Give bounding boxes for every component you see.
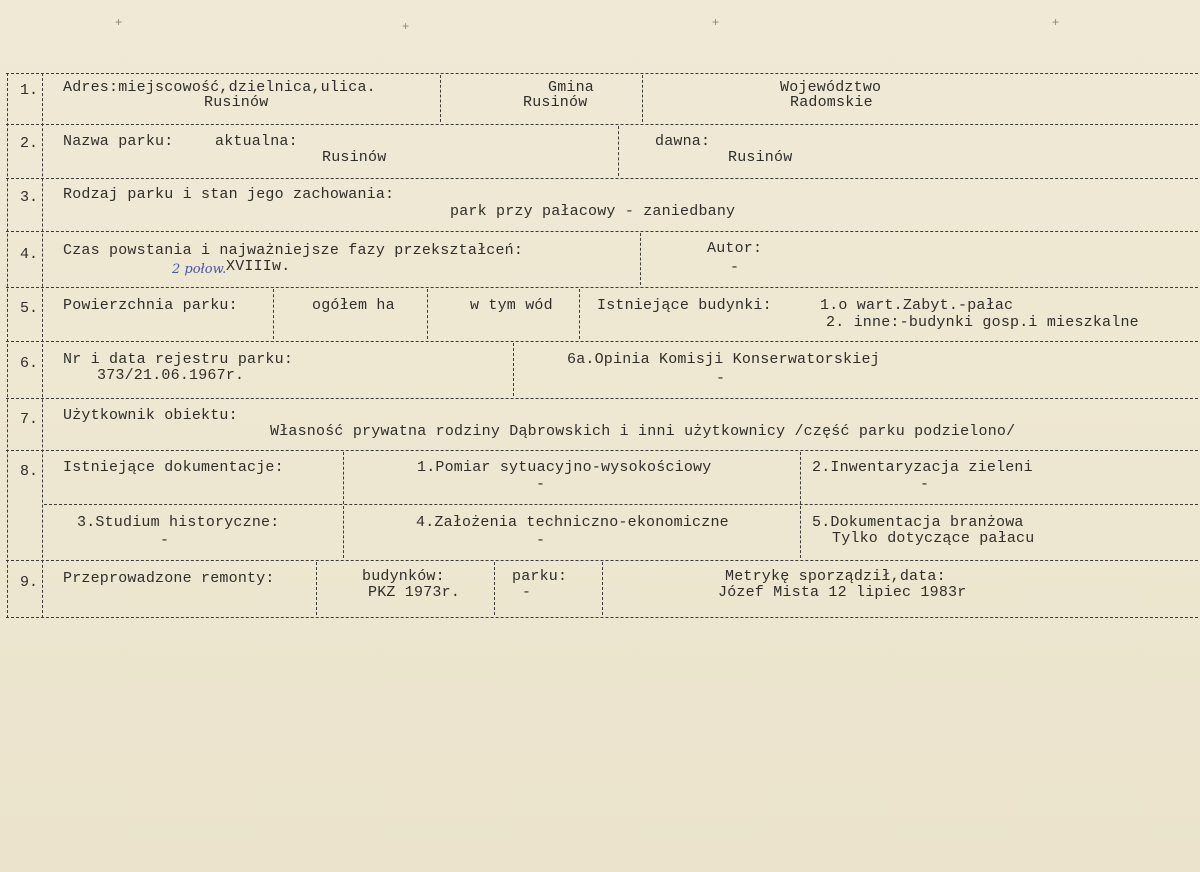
table-line: [6, 231, 1198, 232]
repairs-buildings-value: PKZ 1973r.: [368, 584, 461, 601]
origin-time-value: XVIIIw.: [226, 258, 291, 275]
table-line: [6, 450, 1198, 451]
doc-historical: 3.Studium historyczne:: [77, 514, 280, 531]
cell-divider: [800, 452, 801, 558]
row-number: 1.: [20, 82, 39, 99]
row-number: 9.: [20, 574, 39, 591]
cell-divider: [343, 452, 344, 558]
table-line: [6, 398, 1198, 399]
current-name-value: Rusinów: [322, 149, 387, 166]
doc-greenery: 2.Inwentaryzacja zieleni: [812, 459, 1033, 476]
voivodeship-label: Województwo: [780, 79, 882, 96]
doc-industry-value: Tylko dotyczące pałacu: [832, 530, 1035, 547]
cell-divider: [494, 562, 495, 615]
handwritten-note: 2 połow.: [172, 262, 227, 277]
row-number: 4.: [20, 246, 39, 263]
punch-mark: +: [402, 20, 410, 34]
cell-divider: [579, 289, 580, 339]
author-label: Autor:: [707, 240, 763, 257]
repairs-buildings-label: budynków:: [362, 568, 445, 585]
table-line: [6, 124, 1198, 125]
area-water-label: w tym wód: [470, 297, 553, 314]
cell-divider: [513, 343, 514, 396]
area-label: Powierzchnia parku:: [63, 297, 238, 314]
user-value: Własność prywatna rodziny Dąbrowskich i inni użytkownicy /część parku podzielono/: [270, 423, 1016, 440]
register-value: 373/21.06.1967r.: [97, 367, 245, 384]
buildings-item-2: 2. inne:-budynki gosp.i mieszkalne: [826, 314, 1139, 331]
cell-divider: [440, 75, 441, 122]
author-value: -: [730, 259, 740, 276]
user-label: Użytkownik obiektu:: [63, 407, 238, 424]
cell-divider: [642, 75, 643, 122]
former-name-label: dawna:: [655, 133, 711, 150]
cell-divider: [273, 289, 274, 339]
table-line: [6, 287, 1198, 288]
row-number: 2.: [20, 135, 39, 152]
park-name-label: Nazwa parku:: [63, 133, 174, 150]
area-total-label: ogółem ha: [312, 297, 395, 314]
park-type-label: Rodzaj parku i stan jego zachowania:: [63, 186, 395, 203]
compiled-by-value: Józef Mista 12 lipiec 1983r: [718, 584, 967, 601]
row-number: 6.: [20, 355, 39, 372]
cell-divider: [316, 562, 317, 615]
row-number: 7.: [20, 411, 39, 428]
repairs-park-label: parku:: [512, 568, 568, 585]
documentation-label: Istniejące dokumentacje:: [63, 459, 284, 476]
row-number: 3.: [20, 189, 39, 206]
park-type-value: park przy pałacowy - zaniedbany: [450, 203, 736, 220]
table-line: [6, 73, 1198, 74]
cell-divider: [618, 126, 619, 176]
cell-divider: [427, 289, 428, 339]
table-line: [44, 504, 1198, 505]
repairs-park-value: -: [522, 584, 532, 601]
table-line: [6, 560, 1198, 561]
former-name-value: Rusinów: [728, 149, 793, 166]
address-value: Rusinów: [204, 94, 269, 111]
buildings-label: Istniejące budynki:: [597, 297, 772, 314]
voivodeship-value: Radomskie: [790, 94, 873, 111]
punch-mark: +: [712, 16, 720, 30]
doc-historical-value: -: [160, 532, 170, 549]
punch-mark: +: [115, 16, 123, 30]
doc-technical-value: -: [536, 532, 546, 549]
commission-opinion-label: 6a.Opinia Komisji Konserwatorskiej: [567, 351, 880, 368]
table-line: [6, 617, 1198, 618]
address-label: Adres:miejscowość,dzielnica,ulica.: [63, 79, 376, 96]
register-label: Nr i data rejestru parku:: [63, 351, 294, 368]
current-name-label: aktualna:: [215, 133, 298, 150]
row-number: 5.: [20, 300, 39, 317]
compiled-by-label: Metrykę sporządził,data:: [725, 568, 946, 585]
punch-mark: +: [1052, 16, 1060, 30]
origin-time-label: Czas powstania i najważniejsze fazy przekształceń:: [63, 242, 524, 259]
doc-survey-value: -: [536, 476, 546, 493]
gmina-label: Gmina: [548, 79, 595, 96]
doc-technical: 4.Założenia techniczno-ekonomiczne: [416, 514, 729, 531]
gmina-value: Rusinów: [523, 94, 588, 111]
table-border-left: [7, 73, 8, 618]
doc-greenery-value: -: [920, 476, 930, 493]
cell-divider: [640, 233, 641, 285]
table-line: [6, 341, 1198, 342]
commission-opinion-value: -: [716, 370, 726, 387]
number-column-line: [42, 73, 43, 618]
table-line: [6, 178, 1198, 179]
row-number: 8.: [20, 463, 39, 480]
cell-divider: [602, 562, 603, 615]
repairs-label: Przeprowadzone remonty:: [63, 570, 275, 587]
doc-industry: 5.Dokumentacja branżowa: [812, 514, 1024, 531]
doc-survey: 1.Pomiar sytuacyjno-wysokościowy: [417, 459, 712, 476]
buildings-item-1: 1.o wart.Zabyt.-pałac: [820, 297, 1014, 314]
